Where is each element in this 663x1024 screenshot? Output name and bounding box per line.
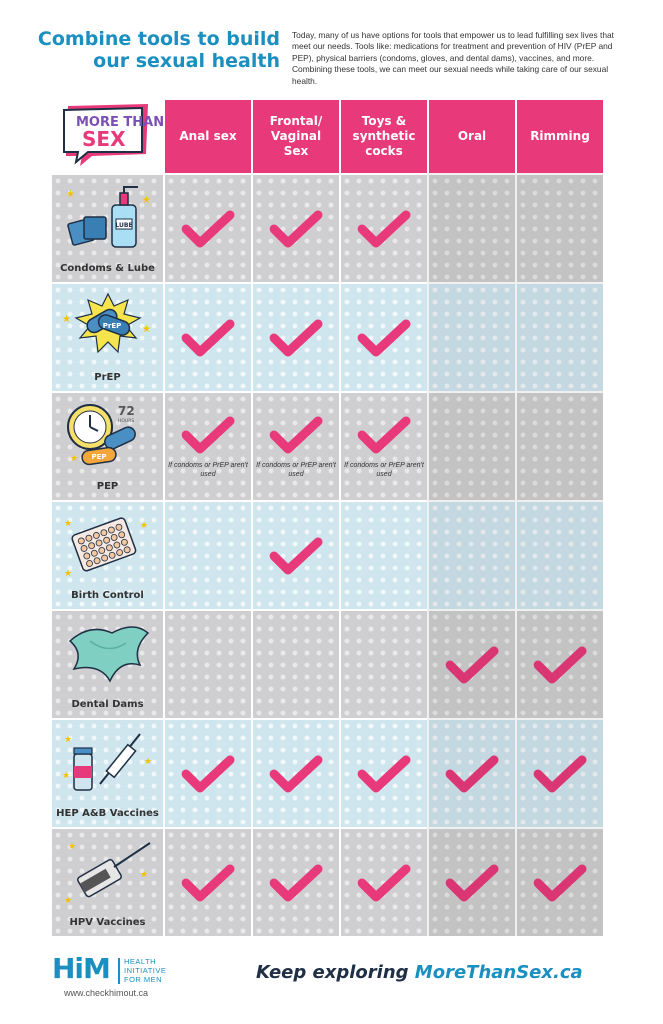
grid-cell [251, 500, 339, 609]
column-header-anal-sex: Anal sex [163, 100, 251, 173]
row-label-cell [52, 282, 163, 391]
grid-cell [515, 500, 603, 609]
svg-text:PrEP: PrEP [102, 322, 122, 330]
row-label-cell [52, 173, 163, 282]
svg-text:LUBE: LUBE [115, 222, 133, 229]
svg-text:72: 72 [118, 404, 135, 418]
row-label: PEP [96, 481, 119, 492]
intro-text: Today, many of us have options for tools that empower us to lead fulfilling sex lives that meet our needs. Tools like: medications for treatment and prevention of HIV (PrEP and PEP), physical barriers (condoms, gloves, and dental dams), vaccines, and more. Combining these tools, we can meet our sexual needs while taking care of our sexual health. [292, 30, 614, 86]
title-line-1: Combine tools to build [37, 28, 280, 50]
checkmark-icon [446, 863, 498, 903]
grid-cell [427, 500, 515, 609]
grid-cell [339, 173, 427, 282]
checkmark-icon [182, 209, 234, 249]
checkmark-icon [358, 318, 410, 358]
grid-cell [515, 391, 603, 500]
checkmark-icon [534, 863, 586, 903]
checkmark-icon [446, 754, 498, 794]
row-label: Dental Dams [71, 699, 144, 710]
svg-text:★: ★ [68, 842, 77, 852]
row-label-cell [52, 391, 163, 500]
him-sub-3: FOR MEN [124, 975, 163, 984]
grid-cell [339, 609, 427, 718]
logo-more-text: MORE THAN [76, 115, 165, 130]
row-label: HPV Vaccines [69, 917, 146, 928]
cell-note: If condoms or PrEP aren't used [168, 461, 248, 478]
header-corner [52, 100, 163, 173]
vaccine-icon [60, 728, 155, 798]
grid-cell [339, 827, 427, 936]
svg-text:HOURS: HOURS [118, 419, 135, 424]
grid-cell [251, 827, 339, 936]
row-label-cell [52, 718, 163, 827]
checkmark-icon [270, 209, 322, 249]
grid-cell [163, 609, 251, 718]
condoms-lube-icon [60, 183, 155, 253]
grid-cell [251, 609, 339, 718]
svg-text:★: ★ [64, 896, 73, 906]
grid-cell [339, 718, 427, 827]
checkmark-icon [358, 209, 410, 249]
svg-text:★: ★ [70, 454, 79, 464]
him-sub-1: HEALTH [124, 957, 157, 966]
checkmark-icon [534, 645, 586, 685]
grid-cell [515, 282, 603, 391]
grid-cell [515, 827, 603, 936]
grid-cell [251, 391, 339, 500]
grid-cell [515, 718, 603, 827]
grid-cell [427, 827, 515, 936]
column-header-toys: Toys & synthetic cocks [339, 100, 427, 173]
row-label-cell [52, 500, 163, 609]
more-than-sex-logo [62, 102, 165, 168]
him-subtitle [124, 957, 166, 984]
grid-cell [427, 173, 515, 282]
him-divider [118, 958, 120, 984]
column-header-oral: Oral [427, 100, 515, 173]
cta-link[interactable]: MoreThanSex.ca [414, 962, 583, 983]
checkmark-icon [182, 318, 234, 358]
row-label: Condoms & Lube [60, 263, 155, 274]
checkmark-icon [270, 754, 322, 794]
grid-cell [251, 282, 339, 391]
checkmark-icon [182, 863, 234, 903]
him-brand: HiM [52, 952, 110, 985]
checkmark-icon [270, 536, 322, 576]
prep-pills-icon [60, 292, 155, 362]
svg-text:★: ★ [62, 771, 71, 781]
grid-cell [515, 173, 603, 282]
svg-text:PEP: PEP [91, 453, 107, 461]
grid-cell [163, 500, 251, 609]
grid-cell [515, 609, 603, 718]
checkmark-icon [446, 645, 498, 685]
tools-grid [52, 100, 603, 934]
svg-text:★: ★ [64, 735, 73, 745]
grid-cell [339, 282, 427, 391]
checkmark-icon [270, 863, 322, 903]
him-logo [52, 952, 192, 1012]
grid-cell [251, 718, 339, 827]
svg-text:★: ★ [64, 519, 73, 529]
svg-text:★: ★ [66, 189, 75, 200]
svg-text:★: ★ [64, 569, 73, 579]
grid-cell [339, 500, 427, 609]
row-label-cell [52, 827, 163, 936]
row-label-cell [52, 609, 163, 718]
grid-cell [339, 391, 427, 500]
birth-control-icon [60, 510, 155, 580]
grid-cell [163, 827, 251, 936]
checkmark-icon [358, 863, 410, 903]
svg-text:★: ★ [142, 324, 151, 335]
svg-text:★: ★ [144, 757, 153, 767]
grid-cell [427, 609, 515, 718]
grid-cell [163, 173, 251, 282]
clock-pills-icon [60, 401, 155, 471]
svg-text:★: ★ [142, 195, 151, 206]
him-sub-2: INITIATIVE [124, 966, 167, 975]
column-header-rimming: Rimming [515, 100, 603, 173]
svg-text:★: ★ [62, 314, 71, 325]
cell-note: If condoms or PrEP aren't used [344, 461, 424, 478]
checkmark-icon [534, 754, 586, 794]
checkmark-icon [358, 754, 410, 794]
grid-cell [163, 718, 251, 827]
grid-cell [427, 391, 515, 500]
checkmark-icon [358, 415, 410, 455]
checkmark-icon [270, 415, 322, 455]
grid-cell [427, 718, 515, 827]
column-header-frontal-vaginal-sex: Frontal/ Vaginal Sex [251, 100, 339, 173]
footer-cta [256, 962, 583, 983]
svg-text:★: ★ [140, 870, 149, 880]
dental-dam-icon [60, 619, 155, 689]
him-url[interactable]: www.checkhimout.ca [64, 988, 149, 998]
grid-cell [251, 173, 339, 282]
svg-text:★: ★ [140, 521, 149, 531]
grid-cell [163, 391, 251, 500]
page-title [30, 28, 280, 72]
hpv-vaccine-icon [60, 837, 155, 907]
checkmark-icon [270, 318, 322, 358]
title-line-2: our sexual health [93, 50, 280, 72]
row-label: PrEP [94, 372, 121, 383]
checkmark-icon [182, 415, 234, 455]
cell-note: If condoms or PrEP aren't used [256, 461, 336, 478]
cta-prefix: Keep exploring [256, 962, 415, 983]
row-label: HEP A&B Vaccines [56, 808, 159, 819]
row-label: Birth Control [71, 590, 144, 601]
checkmark-icon [182, 754, 234, 794]
grid-cell [163, 282, 251, 391]
grid-cell [427, 282, 515, 391]
logo-sex-text: SEX [82, 127, 126, 151]
